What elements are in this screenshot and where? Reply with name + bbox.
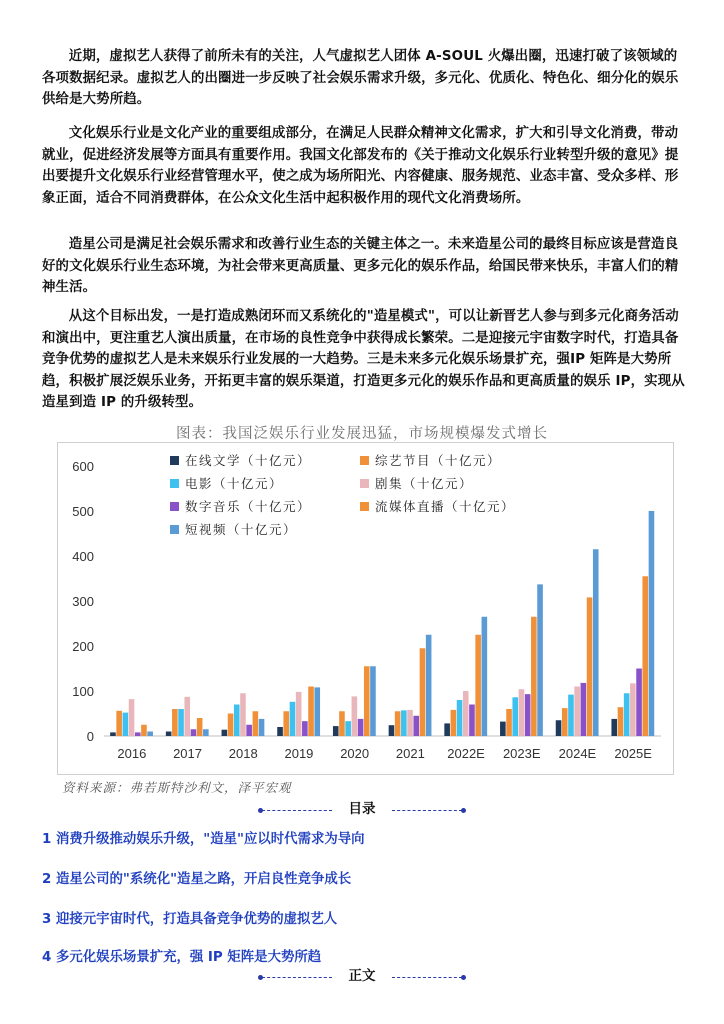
- bar-2024E-5: [587, 597, 593, 736]
- bar-2023E-6: [537, 584, 543, 736]
- bar-2019-0: [277, 727, 283, 736]
- toc-heading-rule-right: [392, 810, 462, 811]
- legend-swatch: [360, 502, 369, 511]
- y-tick-label: 400: [72, 549, 94, 564]
- bar-2021-5: [420, 648, 426, 736]
- bar-2021-4: [413, 716, 419, 736]
- x-tick-label: 2018: [228, 746, 258, 761]
- bar-2019-6: [314, 687, 320, 736]
- bar-2016-4: [135, 732, 141, 736]
- bar-2023E-3: [519, 689, 525, 736]
- x-tick-label: 2021: [395, 746, 425, 761]
- bar-2024E-0: [556, 720, 562, 736]
- bar-2025E-4: [636, 669, 642, 737]
- bar-2023E-4: [525, 694, 531, 736]
- bar-2022E-4: [469, 705, 475, 737]
- bar-2020-1: [339, 711, 345, 736]
- chart-container: [57, 442, 674, 775]
- bar-2017-0: [166, 732, 172, 737]
- bar-2024E-6: [593, 549, 599, 736]
- y-tick-label: 0: [86, 729, 94, 744]
- bar-2018-3: [240, 693, 246, 736]
- toc-item-4[interactable]: 4 多元化娱乐场景扩充，强 IP 矩阵是大势所趋: [42, 950, 322, 965]
- legend-label: 流媒体直播（十亿元）: [375, 499, 516, 514]
- bar-2021-3: [407, 710, 413, 736]
- chart-caption: 图表：我国泛娱乐行业发展迅猛，市场规模爆发式增长: [176, 426, 548, 442]
- bar-2019-3: [296, 692, 302, 736]
- strategy-paragraph: 从这个目标出发，一是打造成熟闭环而又系统化的"造星模式"，可以让新晋艺人参与到多元化商务活动和演出中，更注重艺人演出质量，在市场的良性竞争中获得成长繁荣。二是迎接元宇宙数字时代，打造具备竞争优势的虚拟艺人是未来娱乐行业发展的一大趋势。三是未来多元化娱乐场景扩充，强IP 矩阵是大势所趋，积极扩展泛娱乐业务，开拓更丰富的娱乐渠道，打造更多元化的娱乐作品和更高质量的娱乐 IP，实现从造星到造 IP 的升级转型。: [42, 309, 685, 411]
- legend-swatch: [170, 456, 179, 465]
- star-company-paragraph: 造星公司是满足社会娱乐需求和改善行业生态的关键主体之一。未来造星公司的最终目标应该是营造良好的文化娱乐行业生态环境，为社会带来更高质量、更多元化的娱乐作品，给国民带来快乐，丰富人们的精神生活。: [42, 237, 679, 296]
- bar-2024E-3: [574, 687, 580, 737]
- toc-rule-dot-right: [461, 808, 466, 813]
- bar-2022E-5: [475, 635, 481, 736]
- bar-2025E-5: [642, 576, 648, 736]
- bar-2019-4: [302, 721, 308, 736]
- bar-2016-3: [129, 699, 135, 736]
- bar-2017-6: [203, 729, 209, 736]
- bar-2017-1: [172, 709, 178, 736]
- bar-2022E-2: [457, 700, 463, 736]
- bar-2022E-6: [482, 617, 488, 736]
- bar-2016-6: [147, 732, 153, 737]
- bar-2016-2: [123, 713, 129, 736]
- bar-2021-0: [389, 725, 395, 736]
- bar-2016-0: [110, 732, 116, 736]
- bar-2018-2: [234, 705, 240, 737]
- bar-2020-0: [333, 726, 339, 736]
- y-tick-label: 100: [72, 684, 94, 699]
- bar-2025E-1: [618, 707, 624, 736]
- y-tick-label: 200: [72, 639, 94, 654]
- legend-swatch: [170, 525, 179, 534]
- source-note: 资料来源：弗若斯特沙利文，泽平宏观: [62, 780, 292, 795]
- x-tick-label: 2016: [117, 746, 147, 761]
- bar-2020-5: [364, 666, 370, 736]
- bar-2018-0: [222, 730, 228, 736]
- x-tick-label: 2024E: [558, 746, 597, 761]
- bar-2018-5: [253, 711, 259, 736]
- toc-heading-rule-left: [262, 810, 332, 811]
- toc-heading: 目录: [348, 801, 376, 817]
- bar-2023E-1: [506, 709, 512, 736]
- body-rule-dot-left: [258, 975, 263, 980]
- industry-paragraph: 文化娱乐行业是文化产业的重要组成部分，在满足人民群众精神文化需求，扩大和引导文化消费，带动就业，促进经济发展等方面具有重要作用。我国文化部发布的《关于推动文化娱乐行业转型升级的意见》提出要提升文化娱乐行业经营管理水平，使之成为场所阳光、内容健康、服务规范、业态丰富、受众多样、形象正面，适合不同消费群体，在公众文化生活中起积极作用的现代文化消费场所。: [42, 126, 679, 206]
- bar-2016-1: [116, 711, 122, 736]
- legend-swatch: [170, 479, 179, 488]
- x-tick-label: 2022E: [447, 746, 485, 761]
- bar-2025E-6: [649, 511, 655, 736]
- bar-2022E-3: [463, 691, 469, 736]
- x-tick-label: 2025E: [614, 746, 652, 761]
- y-tick-label: 500: [72, 504, 94, 519]
- bar-2023E-5: [531, 617, 537, 736]
- x-tick-label: 2017: [173, 746, 203, 761]
- toc-item-3[interactable]: 3 迎接元宇宙时代，打造具备竞争优势的虚拟艺人: [42, 912, 338, 927]
- y-tick-label: 300: [72, 594, 94, 609]
- bar-2021-1: [395, 711, 401, 736]
- bar-2017-3: [184, 697, 190, 736]
- bar-2023E-2: [512, 697, 518, 736]
- legend-label: 数字音乐（十亿元）: [185, 499, 312, 514]
- bar-2024E-2: [568, 695, 574, 736]
- toc-rule-dot-left: [258, 808, 263, 813]
- bar-2019-1: [283, 711, 289, 736]
- body-heading-rule-left: [262, 977, 332, 978]
- bar-2020-6: [370, 666, 376, 736]
- legend-label: 电影（十亿元）: [185, 476, 284, 491]
- bar-2025E-2: [624, 693, 630, 736]
- intro-paragraph: 近期，虚拟艺人获得了前所未有的关注，人气虚拟艺人团体 A-SOUL 火爆出圈，迅速打破了该领域的各项数据纪录。虚拟艺人的出圈进一步反映了社会娱乐需求升级，多元化、优质化、特色化、细分化的娱乐供给是大势所趋。: [42, 49, 679, 108]
- bar-2019-5: [308, 687, 314, 737]
- legend-label: 剧集（十亿元）: [375, 476, 474, 491]
- bar-2020-3: [352, 696, 358, 736]
- bar-2021-6: [426, 635, 432, 736]
- toc-item-2[interactable]: 2 造星公司的"系统化"造星之路，开启良性竞争成长: [42, 872, 352, 887]
- bar-2019-2: [290, 702, 296, 736]
- bar-2016-5: [141, 725, 147, 736]
- toc-item-1[interactable]: 1 消费升级推动娱乐升级，"造星"应以时代需求为导向: [42, 832, 365, 847]
- bar-2018-1: [228, 714, 234, 737]
- y-tick-label: 600: [72, 459, 94, 474]
- bar-2018-4: [246, 725, 252, 736]
- bar-2017-4: [191, 729, 197, 736]
- bar-2017-5: [197, 718, 203, 736]
- bar-2020-4: [358, 719, 364, 736]
- bar-2022E-1: [451, 710, 457, 736]
- legend-swatch: [360, 456, 369, 465]
- x-tick-label: 2019: [284, 746, 314, 761]
- bar-2020-2: [345, 721, 351, 736]
- legend-swatch: [170, 502, 179, 511]
- legend-label: 综艺节目（十亿元）: [375, 453, 502, 468]
- bar-2024E-1: [562, 708, 568, 736]
- bar-2025E-0: [611, 719, 617, 736]
- bar-2024E-4: [581, 683, 587, 736]
- bar-2023E-0: [500, 722, 506, 736]
- body-heading: 正文: [348, 968, 376, 984]
- bar-chart: [58, 443, 673, 774]
- body-heading-rule-right: [392, 977, 462, 978]
- legend-label: 短视频（十亿元）: [185, 522, 298, 537]
- bar-2018-6: [259, 719, 265, 736]
- body-rule-dot-right: [461, 975, 466, 980]
- x-tick-label: 2020: [340, 746, 370, 761]
- bar-2022E-0: [444, 723, 450, 736]
- legend-label: 在线文学（十亿元）: [185, 453, 312, 468]
- x-tick-label: 2023E: [502, 746, 541, 761]
- legend-swatch: [360, 479, 369, 488]
- bar-2025E-3: [630, 683, 636, 736]
- bar-2021-2: [401, 710, 407, 736]
- bar-2017-2: [178, 709, 184, 736]
